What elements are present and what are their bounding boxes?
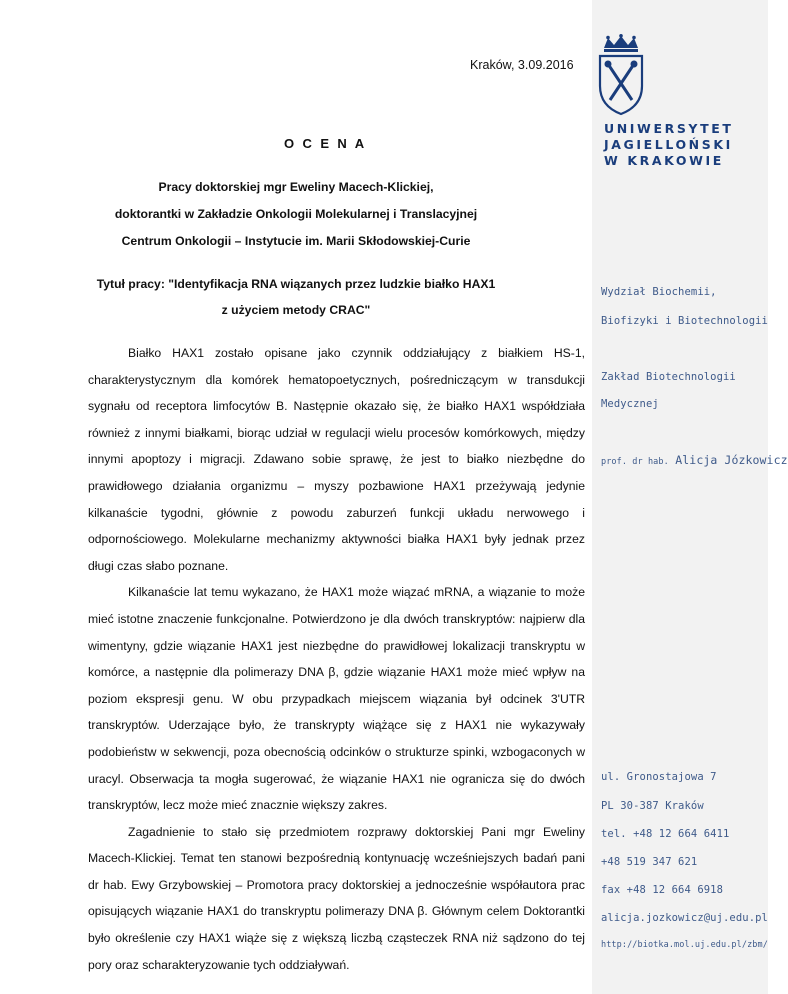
faculty-line-1: Wydział Biochemii,: [601, 286, 717, 298]
subtitle-line-2: doktorantki w Zakładzie Onkologii Molekularnej i Translacyjnej: [114, 207, 478, 221]
subtitle-line-3: Centrum Onkologii – Instytucie im. Marii Skłodowskiej-Curie: [121, 234, 471, 248]
fax: fax +48 12 664 6918: [601, 884, 724, 896]
faculty-line-2: Biofizyki i Biotechnologii: [601, 315, 768, 327]
document-title: O C E N A: [284, 136, 367, 151]
work-title-line-2: z użyciem metody CRAC": [221, 303, 371, 317]
email-link[interactable]: alicja.jozkowicz@uj.edu.pl: [601, 912, 768, 924]
professor: [601, 453, 788, 467]
paragraph-1: Białko HAX1 zostało opisane jako czynnik oddziałujący z białkiem HS-1, charakterystycznym dla komórek hematopoetycznych, pośredniczącym w transdukcji sygnału od receptora limfocytów B. Następnie okazało się, że białko HAX1 współdziała również z innymi białkami, biorąc udział w regulacji wielu procesów komórkowych, między innymi apoptozy i migracji. Zdawano sobie sprawę, że jest to białko niezbędne do prawidłowego działania organizmu – myszy pozbawione HAX1 przeżywają jedynie kilkanaście tygodni, głównie z powodu zaburzeń funkcji układu nerwowego i odpornościowego. Molekularne mechanizmy aktywności białka HAX1 były jednak przez długi czas słabo poznane.: [88, 346, 585, 573]
paragraph-3: Zagadnienie to stało się przedmiotem rozprawy doktorskiej Pani mgr Eweliny Macech-Klickiej. Temat ten stanowi bezpośrednią kontynuację wcześniejszych badań pani dr hab. Ewy Grzybowskiej – Promotora pracy doktorskiej a jednocześnie współautora prac opisujących wiązanie HAX1 do transkryptu polimerazy DNA β. Głównym celem Doktorantki było określenie czy HAX1 wiąże się z większą liczbą cząsteczek RNA niż sądzono do tej pory oraz scharakteryzowanie tych oddziaływań.: [88, 824, 585, 972]
university-crest-logo: [598, 34, 644, 116]
department-line-2: Medycznej: [601, 398, 659, 410]
university-line-3: W KRAKOWIE: [604, 153, 724, 168]
body-text: [88, 340, 585, 978]
paragraph-2: Kilkanaście lat temu wykazano, że HAX1 może wiązać mRNA, a wiązanie to może mieć istotne znaczenie funkcjonalne. Potwierdzono je dla dwóch transkryptów: najpierw dla wimentyny, gdzie wiązanie HAX1 jest niezbędne do prawidłowej lokalizacji transkryptu w komórce, a następnie dla polimerazy DNA β, gdzie wiązanie HAX1 może mieć wpływ na poziom ekspresji genu. W obu przypadkach miejscem wiązania był odcinek 3'UTR transkryptów. Uderzające było, że transkrypty wiążące się z HAX1 nie wykazywały podobieństw w sekwencji, poza obecnością odcinków o strukturze spinki, wzbogaconych w uracyl. Obserwacja ta mogła sugerować, że wiązanie HAX1 nie ogranicza się do dwóch transkryptów, lecz może mieć znacznie większy zakres.: [88, 585, 585, 813]
postal-code: PL 30-387 Kraków: [601, 800, 704, 812]
phone-1: tel. +48 12 664 6411: [601, 828, 730, 840]
document-date: Kraków, 3.09.2016: [470, 58, 574, 72]
address: ul. Gronostajowa 7: [601, 771, 717, 783]
subtitle-line-1: Pracy doktorskiej mgr Eweliny Macech-Klickiej,: [158, 180, 434, 194]
university-line-1: UNIWERSYTET: [604, 121, 734, 136]
university-line-2: JAGIELLOŃSKI: [604, 137, 733, 152]
professor-title: prof. dr hab.: [601, 457, 669, 467]
university-name: [604, 121, 733, 169]
work-title-line-1: Tytuł pracy: "Identyfikacja RNA wiązanych przez ludzkie białko HAX1: [96, 277, 496, 291]
professor-name: Alicja Józkowicz: [675, 453, 788, 467]
website-link[interactable]: http://biotka.mol.uj.edu.pl/zbm/: [601, 940, 768, 950]
department-line-1: Zakład Biotechnologii: [601, 371, 736, 383]
phone-2: +48 519 347 621: [601, 856, 698, 868]
